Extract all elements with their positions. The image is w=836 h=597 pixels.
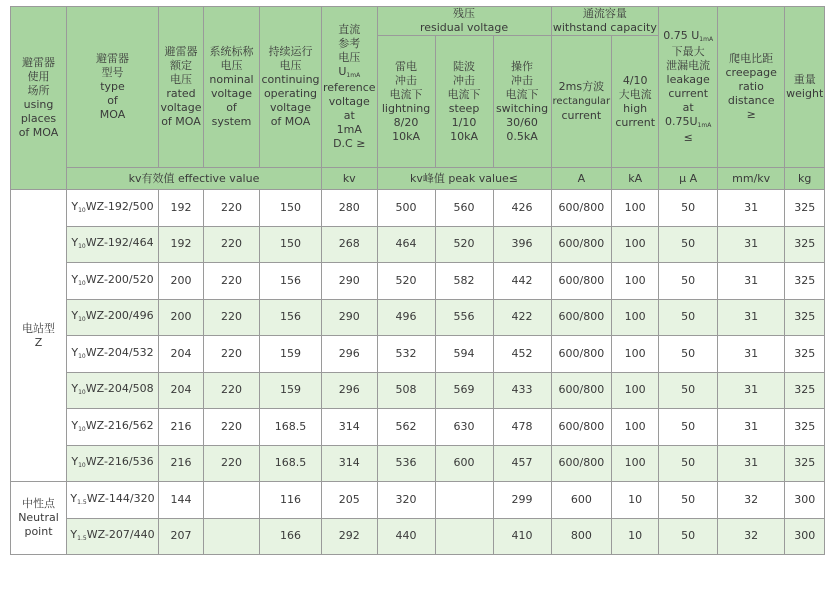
cell-creep: 31 xyxy=(718,226,785,263)
unit-peak-value: kv峰值 peak value≤ xyxy=(377,168,551,190)
model-cell: Y10WZ-204/532 xyxy=(67,336,159,373)
header-rectangular-current: 2ms方波 rectangular current xyxy=(551,36,612,168)
cell-weight: 325 xyxy=(785,336,825,373)
cell-weight: 325 xyxy=(785,190,825,227)
unit-microampere: μ A xyxy=(659,168,718,190)
cell-switching: 452 xyxy=(493,336,551,373)
cell-steep: 630 xyxy=(435,409,493,446)
cell-rated: 200 xyxy=(159,263,204,300)
table-row xyxy=(11,445,825,482)
cell-leak: 50 xyxy=(659,190,718,227)
spec-table-wrapper xyxy=(10,6,825,555)
header-dc-reference-voltage: 直流 参考 电压 U1mA reference voltage at 1mA D.C ≥ xyxy=(322,7,378,168)
cell-weight: 325 xyxy=(785,409,825,446)
cell-high: 100 xyxy=(612,409,659,446)
cell-leak: 50 xyxy=(659,336,718,373)
cell-dc: 290 xyxy=(322,299,378,336)
cell-high: 10 xyxy=(612,518,659,555)
cell-rated: 216 xyxy=(159,409,204,446)
unit-kg: kg xyxy=(785,168,825,190)
table-row xyxy=(11,482,825,519)
cell-rect: 600/800 xyxy=(551,336,612,373)
unit-kiloampere: kA xyxy=(612,168,659,190)
cell-rect: 600/800 xyxy=(551,299,612,336)
cell-high: 100 xyxy=(612,190,659,227)
cell-weight: 325 xyxy=(785,226,825,263)
model-cell: Y10WZ-216/536 xyxy=(67,445,159,482)
header-residual-voltage: 残压 residual voltage xyxy=(377,7,551,36)
cell-nominal xyxy=(204,518,260,555)
cell-cont: 150 xyxy=(260,226,322,263)
cell-steep: 594 xyxy=(435,336,493,373)
cell-lightning: 464 xyxy=(377,226,435,263)
cell-weight: 325 xyxy=(785,445,825,482)
table-row xyxy=(11,372,825,409)
cell-switching: 478 xyxy=(493,409,551,446)
model-cell: Y10WZ-192/500 xyxy=(67,190,159,227)
cell-steep: 569 xyxy=(435,372,493,409)
cell-leak: 50 xyxy=(659,445,718,482)
cell-creep: 31 xyxy=(718,409,785,446)
cell-rect: 600/800 xyxy=(551,409,612,446)
cell-lightning: 520 xyxy=(377,263,435,300)
cell-high: 100 xyxy=(612,226,659,263)
cell-weight: 325 xyxy=(785,299,825,336)
table-body xyxy=(11,190,825,555)
cell-nominal: 220 xyxy=(204,263,260,300)
header-nominal-voltage: 系统标称 电压 nominal voltage of system xyxy=(204,7,260,168)
model-cell: Y10WZ-200/496 xyxy=(67,299,159,336)
cell-rect: 600/800 xyxy=(551,190,612,227)
cell-cont: 168.5 xyxy=(260,445,322,482)
group-neutral-point: 中性点 Neutral point xyxy=(11,482,67,555)
cell-steep: 556 xyxy=(435,299,493,336)
cell-cont: 159 xyxy=(260,372,322,409)
cell-steep: 560 xyxy=(435,190,493,227)
cell-high: 100 xyxy=(612,372,659,409)
header-withstand-capacity: 通流容量 withstand capacity xyxy=(552,7,657,34)
cell-leak: 50 xyxy=(659,518,718,555)
model-cell: Y1.5WZ-144/320 xyxy=(67,482,159,519)
cell-dc: 296 xyxy=(322,372,378,409)
cell-switching: 299 xyxy=(493,482,551,519)
header-switching: 操作 冲击 电流下 switching 30/60 0.5kA xyxy=(493,36,551,168)
arrester-spec-table xyxy=(10,6,825,555)
model-cell: Y10WZ-216/562 xyxy=(67,409,159,446)
cell-steep: 582 xyxy=(435,263,493,300)
unit-mm-per-kv: mm/kv xyxy=(718,168,785,190)
cell-high: 100 xyxy=(612,445,659,482)
unit-row xyxy=(11,168,825,190)
cell-switching: 426 xyxy=(493,190,551,227)
cell-creep: 32 xyxy=(718,518,785,555)
cell-steep xyxy=(435,518,493,555)
table-row xyxy=(11,299,825,336)
cell-creep: 31 xyxy=(718,445,785,482)
cell-rated: 144 xyxy=(159,482,204,519)
cell-steep: 600 xyxy=(435,445,493,482)
table-row xyxy=(11,409,825,446)
cell-cont: 166 xyxy=(260,518,322,555)
cell-leak: 50 xyxy=(659,263,718,300)
cell-switching: 396 xyxy=(493,226,551,263)
cell-nominal: 220 xyxy=(204,190,260,227)
cell-rated: 200 xyxy=(159,299,204,336)
cell-leak: 50 xyxy=(659,299,718,336)
unit-effective-value: kv有效值 effective value xyxy=(67,168,322,190)
cell-switching: 422 xyxy=(493,299,551,336)
cell-weight: 325 xyxy=(785,372,825,409)
cell-leak: 50 xyxy=(659,409,718,446)
cell-nominal: 220 xyxy=(204,372,260,409)
cell-nominal: 220 xyxy=(204,299,260,336)
cell-creep: 31 xyxy=(718,299,785,336)
cell-cont: 159 xyxy=(260,336,322,373)
cell-leak: 50 xyxy=(659,372,718,409)
table-row xyxy=(11,263,825,300)
cell-lightning: 508 xyxy=(377,372,435,409)
cell-rated: 192 xyxy=(159,226,204,263)
header-creepage-distance: 爬电比距 creepage ratio distance ≥ xyxy=(718,7,785,168)
cell-dc: 205 xyxy=(322,482,378,519)
cell-creep: 31 xyxy=(718,372,785,409)
cell-lightning: 532 xyxy=(377,336,435,373)
cell-cont: 168.5 xyxy=(260,409,322,446)
cell-creep: 31 xyxy=(718,263,785,300)
cell-weight: 325 xyxy=(785,263,825,300)
table-row xyxy=(11,190,825,227)
cell-cont: 156 xyxy=(260,299,322,336)
cell-steep xyxy=(435,482,493,519)
cell-rect: 800 xyxy=(551,518,612,555)
header-row-1 xyxy=(11,7,825,36)
cell-rect: 600/800 xyxy=(551,263,612,300)
cell-switching: 433 xyxy=(493,372,551,409)
cell-creep: 31 xyxy=(718,190,785,227)
cell-nominal xyxy=(204,482,260,519)
header-steep: 陡波 冲击 电流下 steep 1/10 10kA xyxy=(435,36,493,168)
cell-dc: 314 xyxy=(322,409,378,446)
model-cell: Y10WZ-200/520 xyxy=(67,263,159,300)
cell-creep: 31 xyxy=(718,336,785,373)
cell-dc: 268 xyxy=(322,226,378,263)
unit-ampere: A xyxy=(551,168,612,190)
cell-rated: 204 xyxy=(159,372,204,409)
cell-lightning: 320 xyxy=(377,482,435,519)
cell-lightning: 440 xyxy=(377,518,435,555)
cell-weight: 300 xyxy=(785,518,825,555)
cell-nominal: 220 xyxy=(204,445,260,482)
cell-dc: 296 xyxy=(322,336,378,373)
header-lightning: 雷电 冲击 电流下 lightning 8/20 10kA xyxy=(377,36,435,168)
cell-lightning: 536 xyxy=(377,445,435,482)
unit-kv: kv xyxy=(322,168,378,190)
cell-weight: 300 xyxy=(785,482,825,519)
table-row xyxy=(11,518,825,555)
cell-leak: 50 xyxy=(659,226,718,263)
cell-dc: 290 xyxy=(322,263,378,300)
table-row xyxy=(11,226,825,263)
model-cell: Y10WZ-204/508 xyxy=(67,372,159,409)
table-row xyxy=(11,336,825,373)
cell-rated: 204 xyxy=(159,336,204,373)
cell-rated: 192 xyxy=(159,190,204,227)
group-station-type: 电站型 Z xyxy=(11,190,67,482)
model-cell: Y10WZ-192/464 xyxy=(67,226,159,263)
model-cell: Y1.5WZ-207/440 xyxy=(67,518,159,555)
header-use-place: 避雷器 使用 场所 using places of MOA xyxy=(11,7,67,190)
cell-cont: 156 xyxy=(260,263,322,300)
header-rated-voltage: 避雷器 额定 电压 rated voltage of MOA xyxy=(159,7,204,168)
cell-dc: 280 xyxy=(322,190,378,227)
cell-steep: 520 xyxy=(435,226,493,263)
cell-high: 100 xyxy=(612,336,659,373)
cell-rect: 600/800 xyxy=(551,372,612,409)
cell-creep: 32 xyxy=(718,482,785,519)
cell-rect: 600/800 xyxy=(551,226,612,263)
cell-switching: 410 xyxy=(493,518,551,555)
header-model: 避雷器 型号 type of MOA xyxy=(67,7,159,168)
cell-switching: 457 xyxy=(493,445,551,482)
cell-dc: 292 xyxy=(322,518,378,555)
cell-nominal: 220 xyxy=(204,226,260,263)
cell-leak: 50 xyxy=(659,482,718,519)
cell-rated: 216 xyxy=(159,445,204,482)
cell-lightning: 562 xyxy=(377,409,435,446)
cell-lightning: 496 xyxy=(377,299,435,336)
cell-rated: 207 xyxy=(159,518,204,555)
cell-high: 10 xyxy=(612,482,659,519)
cell-cont: 116 xyxy=(260,482,322,519)
cell-nominal: 220 xyxy=(204,409,260,446)
header-continuing-voltage: 持续运行 电压 continuing operating voltage of MOA xyxy=(260,7,322,168)
cell-cont: 150 xyxy=(260,190,322,227)
header-weight: 重量 weight xyxy=(785,7,825,168)
cell-high: 100 xyxy=(612,263,659,300)
cell-nominal: 220 xyxy=(204,336,260,373)
header-leakage-current: 0.75 U1mA 下最大 泄漏电流 leakage current at 0.75U1mA ≤ xyxy=(659,7,718,168)
cell-high: 100 xyxy=(612,299,659,336)
header-high-current: 4/10 大电流 high current xyxy=(612,36,659,168)
cell-lightning: 500 xyxy=(377,190,435,227)
cell-switching: 442 xyxy=(493,263,551,300)
cell-rect: 600/800 xyxy=(551,445,612,482)
cell-dc: 314 xyxy=(322,445,378,482)
cell-rect: 600 xyxy=(551,482,612,519)
